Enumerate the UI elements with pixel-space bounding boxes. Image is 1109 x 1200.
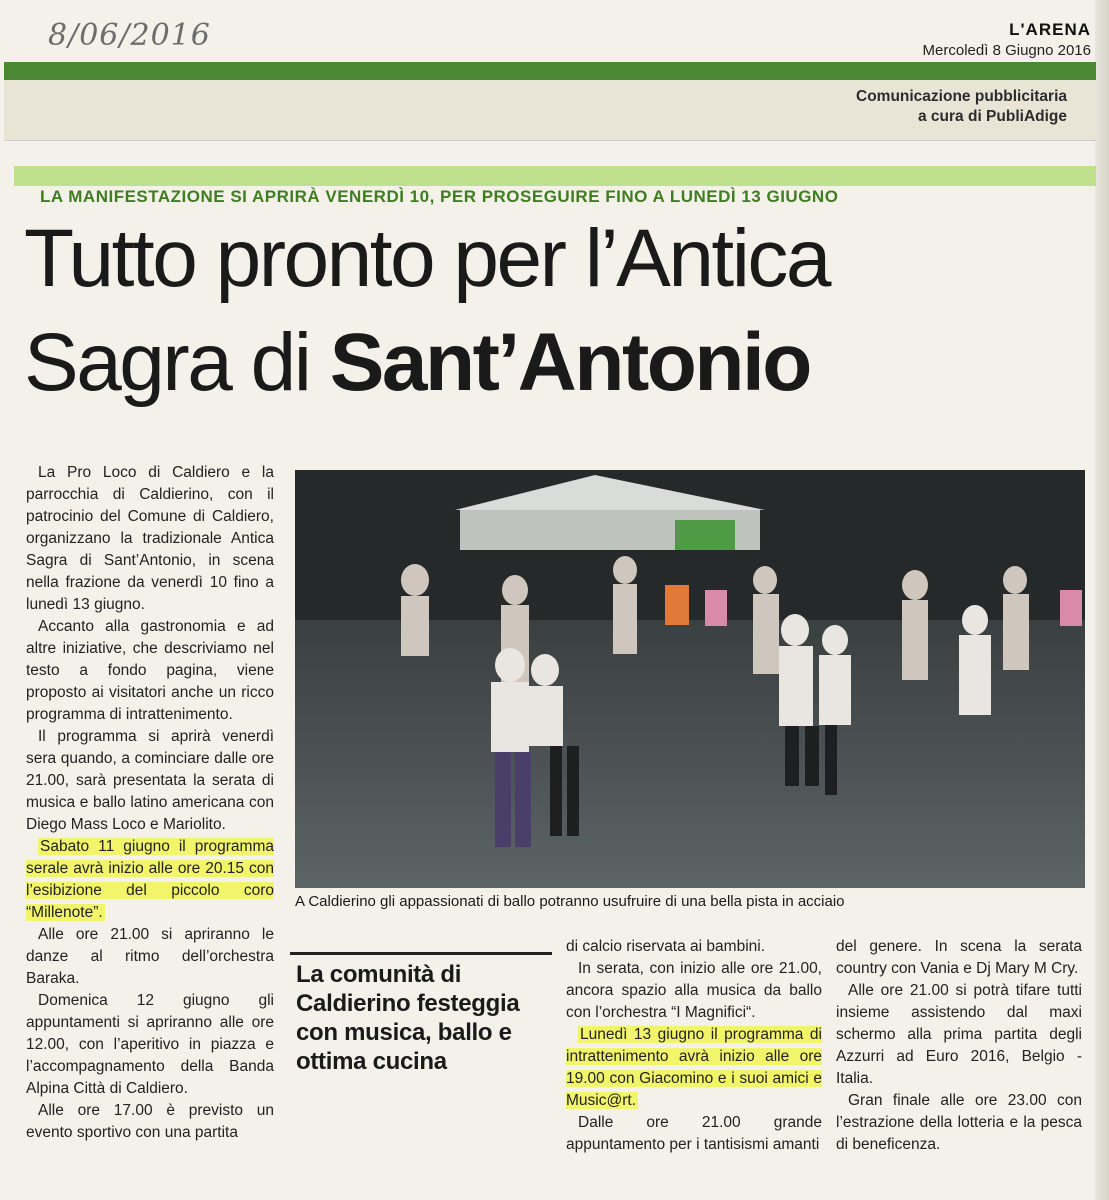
paragraph-highlighted [566,1024,822,1112]
page-fold-shadow [1095,0,1109,1200]
paragraph: Alle ore 17.00 è previsto un evento sportivo con una partita [26,1102,274,1141]
headline-line1: Tutto pronto per l’Antica [24,213,830,304]
advertising-notice-line1: Comunicazione pubblicitaria [856,88,1067,105]
headline-bold: Sant’Antonio [329,317,810,408]
photo-caption: A Caldierino gli appassionati di ballo potranno usufruire di una bella pista in acciaio [295,893,845,910]
header-green-band [4,62,1096,80]
article-overline: LA MANIFESTAZIONE SI APRIRÀ VENERDÌ 10, PER PROSEGUIRE FINO A LUNEDÌ 13 GIUGNO [40,187,839,206]
paragraph: Accanto alla gastronomia e ad altre iniziative, che descriviamo nel testo a fondo pagina, viene proposto ai visitatori anche un ricco programma di intrattenimento. [26,618,274,723]
advertising-notice-line2: a cura di PubliAdige [918,108,1067,125]
dance-floor-photo [295,470,1085,888]
highlight: Lunedì 13 giugno il programma di intrattenimento avrà inizio alle ore 19.00 con Giacomino e i suoi amici e Music@rt. [566,1026,822,1109]
headline-line2 [24,317,810,408]
section-subhead: La comunità di Caldierino festeggia con musica, ballo e ottima cucina [296,961,520,1075]
paragraph: Alle ore 21.00 si potrà tifare tutti insieme assistendo dal maxi schermo alla prima partita degli Azzurri ad Euro 2016, Belgio - Italia. [836,982,1082,1087]
paragraph-highlighted [26,836,274,924]
paragraph: Domenica 12 giugno gli appuntamenti si apriranno alle ore 12.00, con l’aperitivo in piazza e l’accompagnamento della Banda Alpina Città di Caldiero. [26,992,274,1097]
paragraph: Alle ore 21.00 si apriranno le danze al ritmo dell’orchestra Baraka. [26,926,274,987]
article-column-1 [26,462,274,1144]
newspaper-name: L'ARENA [1009,20,1091,39]
newspaper-date: Mercoledì 8 Giugno 2016 [922,42,1091,59]
paragraph: Gran finale alle ore 23.00 con l’estrazione della lotteria e la pesca di beneficenza. [836,1092,1082,1153]
highlight: Sabato 11 giugno il programma serale avrà inizio alle ore 20.15 con l’esibizione del piccolo coro “Millenote”. [26,838,274,921]
paragraph: Il programma si aprirà venerdì sera quando, a cominciare dalle ore 21.00, sarà presentata la serata di musica e ballo latino americana con Diego Mass Loco e Mariolito. [26,728,274,833]
paragraph: di calcio riservata ai bambini. [566,938,766,955]
overline-band [14,166,1096,186]
subhead-rule [290,952,552,955]
paragraph: In serata, con inizio alle ore 21.00, ancora spazio alla musica da ballo con l’orchestra “I Magnifici“. [566,960,822,1021]
paragraph: La Pro Loco di Caldiero e la parrocchia di Caldierino, con il patrocinio del Comune di Caldiero, organizzano la tradizionale Antica Sagra di Sant’Antonio, in scena nella frazione da venerdì 10 fino a lunedì 13 giugno. [26,464,274,613]
handwritten-date: 8/06/2016 [48,18,211,53]
paragraph: Dalle ore 21.00 grande appuntamento per i tantisismi amanti [566,1114,822,1153]
article-column-3 [566,936,822,1156]
headline-plain: Sagra di [24,317,330,408]
paragraph: del genere. In scena la serata country con Vania e Dj Mary M Cry. [836,938,1082,977]
article-column-4 [836,936,1082,1156]
